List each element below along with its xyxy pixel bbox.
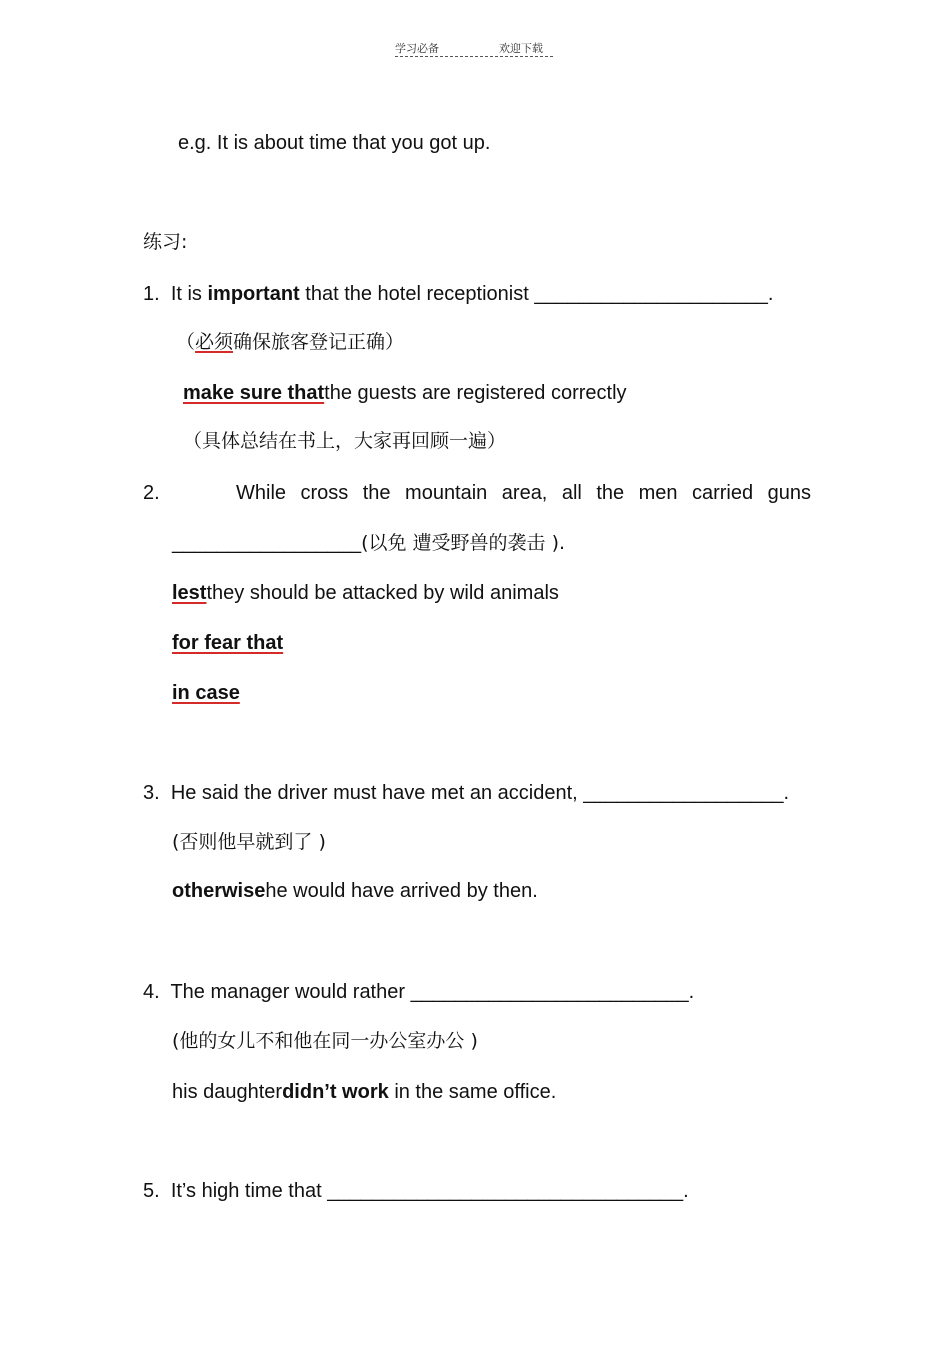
- q1-text-post: that the hotel receptionist: [305, 283, 529, 305]
- q1-blank: _____________________.: [534, 283, 774, 305]
- q1-hint: [176, 330, 404, 354]
- q2-answer-key: lest: [172, 582, 207, 604]
- question-5: [143, 1179, 689, 1203]
- q1-note: （具体总结在书上，大家再回顾一遍）: [183, 430, 507, 452]
- q5-blank: ________________________________.: [327, 1180, 689, 1202]
- q2-alternative-1: [172, 631, 283, 655]
- q1-answer-key: make sure that: [183, 382, 325, 404]
- question-3: [143, 781, 789, 805]
- q1-keyword: important: [207, 283, 300, 305]
- q1-answer-rest: the guests are registered correctly: [324, 382, 627, 404]
- q2-alt2-text: in case: [172, 682, 240, 704]
- q1-hint-open: （: [176, 331, 196, 353]
- q3-number: 3.: [143, 782, 160, 804]
- q2-word: the: [596, 482, 625, 504]
- q5-text: It’s high time that: [170, 1180, 322, 1202]
- q2-word: all: [561, 482, 582, 504]
- q2-blank-line: [172, 531, 565, 555]
- q3-hint: (否则他早就到了 ): [172, 831, 326, 853]
- q3-answer-key: otherwise: [172, 880, 266, 902]
- q4-answer-key: didn’t work: [282, 1081, 389, 1103]
- q1-answer: [183, 381, 627, 405]
- q4-answer: [172, 1080, 556, 1104]
- header-right-text: 欢迎下载: [499, 42, 543, 55]
- q2-word: mountain: [405, 482, 488, 504]
- q1-hint-rest: 确保旅客登记正确）: [233, 331, 405, 353]
- q3-answer-rest: he would have arrived by then.: [265, 880, 538, 902]
- q2-hint: (以免 遭受野兽的袭击 ).: [361, 532, 566, 554]
- q2-word: the: [362, 482, 391, 504]
- q2-alt1-text: for fear that: [172, 632, 284, 654]
- example-sentence: e.g. It is about time that you got up.: [178, 132, 491, 154]
- exercise-label: 练习:: [143, 231, 188, 253]
- question-1: [143, 282, 773, 306]
- header-rule: [395, 56, 553, 57]
- q2-word: area,: [501, 482, 548, 504]
- q2-answer: [172, 581, 559, 605]
- question-4: [143, 980, 694, 1004]
- q2-word: cross: [300, 482, 349, 504]
- q3-answer: [172, 879, 538, 903]
- q4-answer-pre: his daughter: [172, 1081, 283, 1103]
- header-left-text: 学习必备: [395, 42, 439, 55]
- q4-answer-post: in the same office.: [394, 1081, 557, 1103]
- q4-hint: (他的女儿不和他在同一办公室办公 ): [172, 1030, 478, 1052]
- q4-number: 4.: [143, 981, 160, 1003]
- q5-number: 5.: [143, 1180, 160, 1202]
- q1-hint-marked: 必须: [195, 331, 234, 353]
- q3-text: He said the driver must have met an accident,: [170, 782, 578, 804]
- question-2-text: [236, 481, 811, 505]
- q2-word: guns: [767, 482, 811, 504]
- q2-alternative-2: [172, 681, 240, 705]
- q2-number: 2.: [143, 482, 160, 504]
- q2-word: carried: [691, 482, 754, 504]
- q4-blank: _________________________.: [410, 981, 695, 1003]
- q2-word: men: [638, 482, 678, 504]
- q4-text: The manager would rather: [170, 981, 406, 1003]
- q1-number: 1.: [143, 283, 160, 305]
- q2-answer-rest: they should be attacked by wild animals: [206, 582, 559, 604]
- q3-blank: __________________.: [583, 782, 790, 804]
- page-header: [395, 40, 543, 56]
- q2-word: While: [236, 482, 287, 504]
- q1-text-pre: It is: [170, 283, 202, 305]
- q2-blank: _________________: [172, 532, 362, 554]
